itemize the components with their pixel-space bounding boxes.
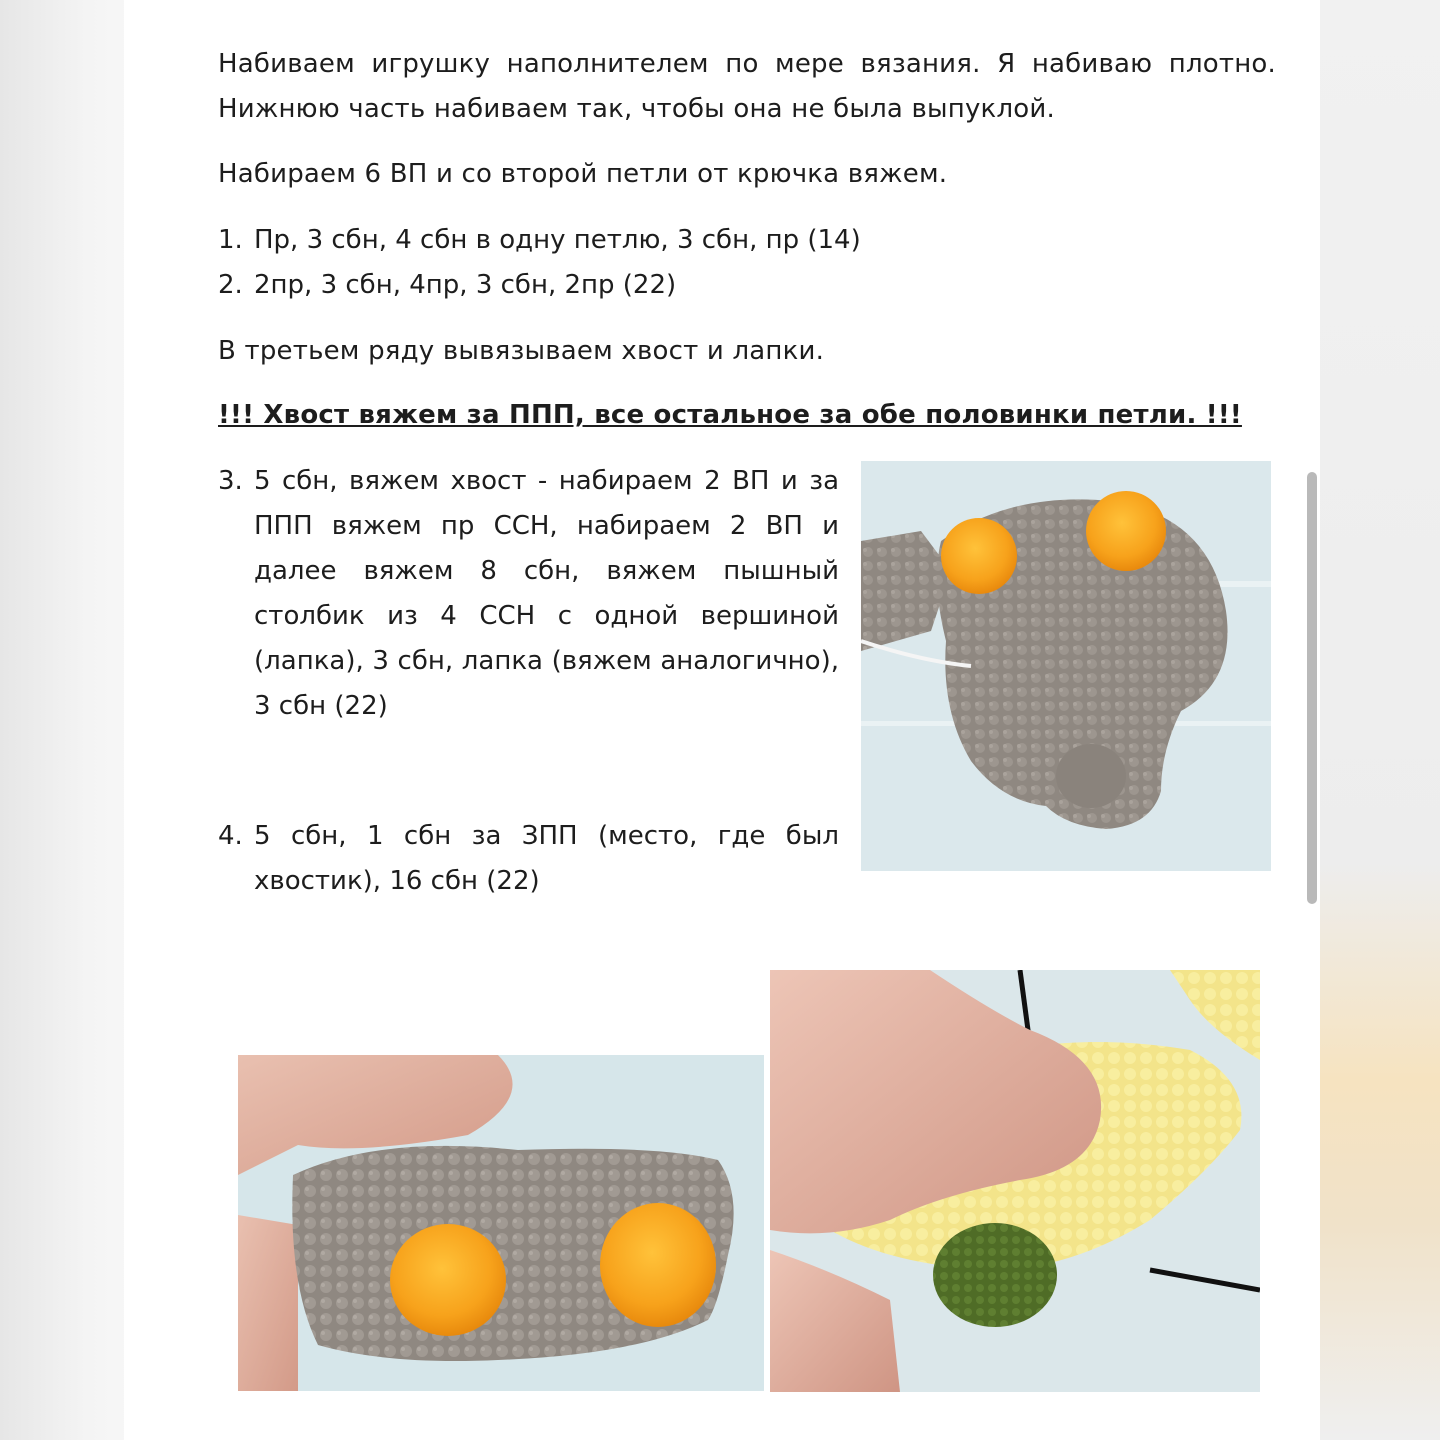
scrollbar-thumb[interactable]: [1307, 472, 1317, 904]
list-text: 5 сбн, 1 сбн за ЗПП (место, где был хвостик), 16 сбн (22): [254, 821, 839, 896]
list-text: 5 сбн, вяжем хвост - набираем 2 ВП и за ППП вяжем пр ССН, набираем 2 ВП и далее вяжем 8 сбн, вяжем пышный столбик из 4 ССН с одной вершиной (лапка), 3 сбн, лапка (вяжем аналогично), 3 сбн (22): [254, 466, 839, 721]
right-background: [1320, 0, 1440, 1440]
list-number: 1.: [218, 225, 243, 255]
paragraph-start: Набираем 6 ВП и со второй петли от крючка вяжем.: [218, 159, 948, 189]
list-text: Пр, 3 сбн, 4 сбн в одну петлю, 3 сбн, пр (14): [254, 225, 861, 255]
paragraph-third-row: В третьем ряду вывязываем хвост и лапки.: [218, 336, 825, 366]
list-number: 3.: [218, 466, 243, 496]
photo-yellow-piece-hand: [770, 970, 1260, 1392]
list-item-row-3: [218, 459, 839, 729]
photo-gray-piece-top: [861, 461, 1271, 871]
list-number: 2.: [218, 270, 243, 300]
warning-text: !!! Хвост вяжем за ППП, все остальное за обе половинки петли. !!!: [218, 400, 1242, 430]
paragraph-intro: Набиваем игрушку наполнителем по мере вязания. Я набиваю плотно. Нижнюю часть набиваем так, чтобы она не была выпуклой.: [218, 49, 1276, 124]
list-number: 4.: [218, 821, 243, 851]
photo-gray-piece-hand: [238, 1055, 764, 1391]
list-item-row-4: [218, 814, 839, 904]
list-text: 2пр, 3 сбн, 4пр, 3 сбн, 2пр (22): [254, 270, 677, 300]
